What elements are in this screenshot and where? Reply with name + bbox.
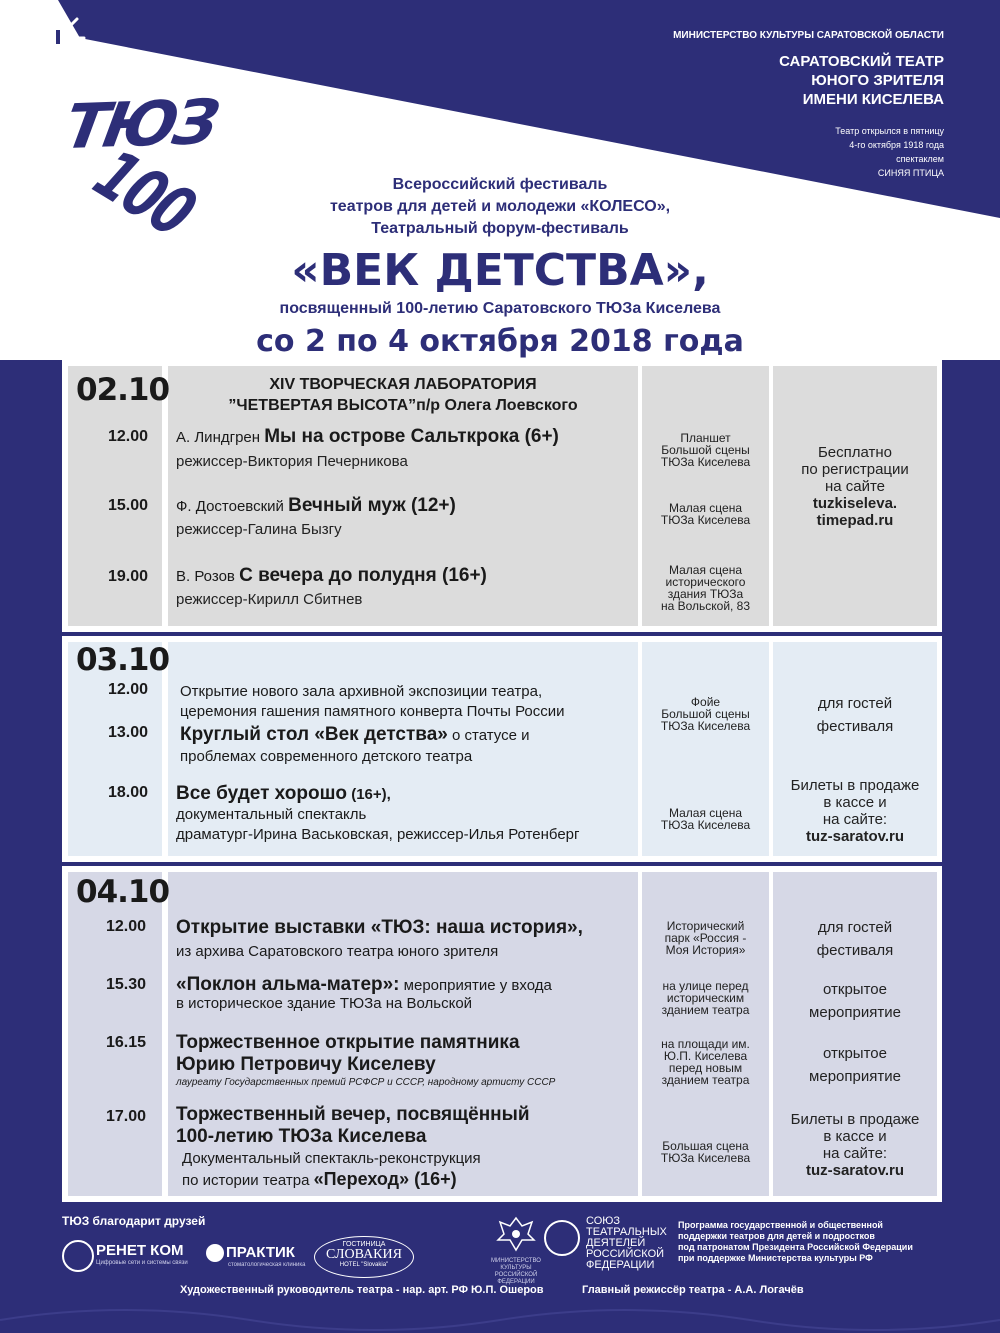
sponsor-3-name: СЛОВАКИЯ bbox=[326, 1247, 402, 1262]
union-icon bbox=[544, 1220, 580, 1256]
festival-dates: со 2 по 4 октября 2018 года bbox=[256, 324, 744, 359]
note-line: мероприятие bbox=[809, 1004, 901, 1021]
day-1-time-3: 19.00 bbox=[107, 568, 148, 585]
theatre-line-1: САРАТОВСКИЙ ТЕАТР bbox=[779, 53, 944, 70]
festival-subtitle bbox=[0, 174, 1000, 240]
sponsor-3-top: ГОСТИНИЦА bbox=[342, 1241, 386, 1248]
venue-line: Малая сцена bbox=[668, 806, 743, 820]
venue-line: ТЮЗа Киселева bbox=[660, 719, 751, 733]
venue-line: парк «Россия - bbox=[664, 931, 747, 945]
venue-line: зданием театра bbox=[661, 1073, 750, 1087]
venue-line: ТЮЗа Киселева bbox=[660, 455, 751, 469]
note-line: на сайте: bbox=[822, 1145, 888, 1162]
day-1-venue-3 bbox=[642, 564, 769, 612]
day-2-time-1: 12.00 bbox=[107, 681, 148, 698]
union-line: ДЕЯТЕЛЕЙ bbox=[586, 1237, 646, 1249]
sponsor-renet bbox=[62, 1240, 196, 1272]
event-line: лауреату Государственных премий РСФСР и СССР, народному артисту СССР bbox=[176, 1077, 556, 1088]
sun-emblem-icon bbox=[28, 8, 88, 68]
day-2-note-2 bbox=[773, 777, 937, 845]
event-title: Вечный муж (12+) bbox=[288, 495, 456, 516]
event-author: А. Линдгрен bbox=[176, 429, 261, 446]
venue-line: исторического bbox=[665, 575, 746, 589]
program-text bbox=[678, 1220, 934, 1264]
event-title: 100-летию ТЮЗа Киселева bbox=[176, 1126, 427, 1147]
venue-line: перед новым bbox=[668, 1061, 743, 1075]
note-line: timepad.ru bbox=[816, 512, 894, 529]
day-3-date: 04.10 bbox=[76, 874, 170, 910]
event-line: Открытие нового зала архивной экспозиции театра, bbox=[180, 683, 543, 700]
event-age: (16+), bbox=[347, 786, 391, 803]
day-3-note-4 bbox=[773, 1111, 937, 1179]
event-title: Мы на острове Сальткрока (6+) bbox=[264, 426, 559, 447]
event-title: Все будет хорошо bbox=[176, 783, 348, 804]
day-3-venue-1 bbox=[642, 920, 769, 956]
day-3-note-2 bbox=[773, 978, 937, 1024]
history-note-2: 4-го октября 1918 года bbox=[849, 140, 944, 150]
day-2-venue-1 bbox=[642, 696, 769, 732]
theatre-line-3: ИМЕНИ КИСЕЛЕВА bbox=[802, 91, 944, 108]
day-3-venue-3 bbox=[642, 1038, 769, 1086]
day-2-time-3: 18.00 bbox=[107, 784, 148, 801]
event-line: о статусе и bbox=[447, 727, 530, 744]
history-note-3: спектаклем bbox=[896, 154, 944, 164]
day-1-date: 02.10 bbox=[76, 372, 170, 408]
sponsor-2-name: ПРАКТИК bbox=[226, 1244, 295, 1261]
day-3-venue-4 bbox=[642, 1140, 769, 1164]
day-2-event-1 bbox=[180, 682, 565, 722]
program-line: при поддержке Министерства культуры РФ bbox=[678, 1253, 873, 1263]
day-3-event-4 bbox=[176, 1104, 530, 1191]
eagle-emblem-icon bbox=[490, 1214, 542, 1254]
praktik-icon bbox=[206, 1244, 224, 1262]
venue-line: Ю.П. Киселева bbox=[663, 1049, 748, 1063]
note-line: мероприятие bbox=[809, 1068, 901, 1085]
logo-tuz-text: ТЮЗ bbox=[51, 85, 228, 164]
day-1-event-3 bbox=[176, 567, 487, 586]
festival-line-1: Всероссийский фестиваль bbox=[392, 176, 608, 193]
note-line: на сайте: bbox=[822, 811, 888, 828]
footer-thanks: ТЮЗ благодарит друзей bbox=[62, 1214, 206, 1228]
note-line: открытое bbox=[823, 1045, 887, 1062]
venue-line: зданием театра bbox=[661, 1003, 750, 1017]
venue-line: на Вольской, 83 bbox=[660, 599, 751, 613]
note-line: на сайте bbox=[824, 478, 886, 495]
sponsor-praktik bbox=[206, 1242, 310, 1272]
event-title: С вечера до полудня (16+) bbox=[239, 565, 487, 586]
logo-100-text: 100 bbox=[75, 137, 213, 249]
history-note bbox=[835, 124, 944, 180]
program-line: под патронатом Президента Российской Федерации bbox=[678, 1242, 913, 1252]
note-line: Билеты в продаже bbox=[790, 1111, 920, 1128]
sponsor-1-sub: Цифровые сети и системы связи bbox=[96, 1260, 188, 1266]
venue-line: на площади им. bbox=[661, 1037, 750, 1051]
union-line: ТЕАТРАЛЬНЫХ bbox=[586, 1226, 667, 1238]
event-line: проблемах современного детского театра bbox=[180, 748, 473, 765]
union-line: РОССИЙСКОЙ bbox=[586, 1248, 665, 1260]
note-line: по регистрации bbox=[801, 461, 909, 478]
event-line: по истории театра bbox=[182, 1172, 314, 1189]
event-age: (16+) bbox=[409, 1169, 457, 1189]
union-name bbox=[586, 1216, 667, 1271]
note-line: tuz-saratov.ru bbox=[805, 1162, 905, 1179]
venue-line: на улице перед bbox=[662, 979, 749, 993]
day-3-event-3 bbox=[176, 1032, 555, 1089]
sponsor-1-name: РЕНЕТ КОМ bbox=[96, 1242, 184, 1259]
venue-line: Фойе bbox=[690, 695, 721, 709]
day-3-time-1: 12.00 bbox=[105, 918, 146, 935]
note-line: фестиваля bbox=[816, 942, 894, 959]
event-line: из архива Саратовского театра юного зрителя bbox=[176, 943, 499, 960]
day-3-event-2 bbox=[176, 976, 552, 1013]
event-title: Торжественный вечер, посвящённый bbox=[176, 1104, 530, 1125]
event-title: Юрию Петровичу Киселеву bbox=[176, 1054, 436, 1075]
union-line: ФЕДЕРАЦИИ bbox=[586, 1259, 655, 1271]
history-note-4: СИНЯЯ ПТИЦА bbox=[877, 168, 944, 178]
history-note-1: Театр открылся в пятницу bbox=[835, 126, 944, 136]
sponsor-2-sub: стоматологическая клиника bbox=[228, 1262, 306, 1268]
venue-line: Исторический bbox=[666, 919, 745, 933]
event-title: Открытие выставки «ТЮЗ: наша история», bbox=[176, 917, 583, 938]
sponsor-slovakia bbox=[314, 1236, 414, 1278]
festival-dedication: посвященный 100-летию Саратовского ТЮЗа Киселева bbox=[279, 300, 721, 317]
day-3-note-3 bbox=[773, 1042, 937, 1088]
note-line: в кассе и bbox=[823, 1128, 887, 1145]
note-line: Билеты в продаже bbox=[790, 777, 920, 794]
event-line: мероприятие у входа bbox=[399, 977, 552, 994]
venue-line: историческим bbox=[666, 991, 745, 1005]
event-author: В. Розов bbox=[176, 568, 235, 585]
event-title: «Переход» bbox=[313, 1169, 410, 1189]
note-line: tuz-saratov.ru bbox=[805, 828, 905, 845]
art-director: Художественный руководитель театра - нар. арт. РФ Ю.П. Ошеров bbox=[180, 1284, 544, 1296]
footer-wave-decoration bbox=[0, 1290, 1000, 1333]
venue-line: Малая сцена bbox=[668, 501, 743, 515]
day-1-director-2: режиссер-Галина Бызгу bbox=[176, 521, 342, 538]
sponsor-3-sub: HOTEL "Slovakia" bbox=[339, 1262, 389, 1268]
day-1-panel bbox=[62, 360, 942, 632]
note-line: для гостей bbox=[817, 919, 893, 936]
ministry-rf bbox=[476, 1258, 556, 1286]
day-3-event-1 bbox=[176, 916, 583, 963]
day-3-note-1 bbox=[773, 916, 937, 962]
day-1-time-1: 12.00 bbox=[107, 428, 148, 445]
note-line: открытое bbox=[823, 981, 887, 998]
note-line: tuzkiseleva. bbox=[812, 495, 898, 512]
venue-line: Планшет bbox=[680, 431, 731, 445]
event-line: Документальный спектакль-реконструкция bbox=[182, 1150, 481, 1167]
note-line: для гостей bbox=[817, 695, 893, 712]
day-3-time-2: 15.30 bbox=[105, 976, 146, 993]
event-title: Круглый стол «Век детства» bbox=[180, 724, 448, 745]
ministry-rf-line: МИНИСТЕРСТВО КУЛЬТУРЫ bbox=[491, 1258, 541, 1271]
venue-line: ТЮЗа Киселева bbox=[660, 1151, 751, 1165]
chief-director: Главный режиссёр театра - А.А. Логачёв bbox=[582, 1284, 804, 1296]
day-3-panel bbox=[62, 866, 942, 1202]
event-title: Торжественное открытие памятника bbox=[176, 1032, 520, 1053]
note-line: Бесплатно bbox=[817, 444, 893, 461]
day-1-time-2: 15.00 bbox=[107, 497, 148, 514]
day-1-lab-title bbox=[168, 374, 638, 416]
day-3-time-3: 16.15 bbox=[105, 1034, 146, 1051]
theatre-name bbox=[779, 52, 944, 109]
ministry-rf-line: РОССИЙСКОЙ ФЕДЕРАЦИИ bbox=[494, 1272, 538, 1285]
venue-line: ТЮЗа Киселева bbox=[660, 818, 751, 832]
day-2-venue-2 bbox=[642, 807, 769, 831]
day-1-venue-1 bbox=[642, 432, 769, 468]
day-2-event-2 bbox=[180, 724, 529, 767]
event-line: драматург-Ирина Васьковская, режиссер-Илья Ротенберг bbox=[176, 826, 580, 843]
venue-line: Большой сцены bbox=[661, 707, 750, 721]
day-2-date: 03.10 bbox=[76, 642, 170, 678]
festival-line-2: театров для детей и молодежи «КОЛЕСО», bbox=[329, 198, 671, 215]
day-2-event-3 bbox=[176, 784, 579, 845]
union-line: СОЮЗ bbox=[586, 1215, 621, 1227]
event-author: Ф. Достоевский bbox=[176, 498, 284, 515]
renet-icon bbox=[62, 1240, 94, 1272]
event-line: в историческое здание ТЮЗа на Вольской bbox=[176, 995, 473, 1012]
note-line: в кассе и bbox=[823, 794, 887, 811]
festival-title: «ВЕК ДЕТСТВА», bbox=[291, 245, 709, 296]
venue-line: ТЮЗа Киселева bbox=[660, 513, 751, 527]
program-line: поддержки театров для детей и подростков bbox=[678, 1231, 875, 1241]
venue-line: здания ТЮЗа bbox=[667, 587, 744, 601]
event-line: документальный спектакль bbox=[176, 806, 367, 823]
event-title: «Поклон альма-матер»: bbox=[176, 974, 400, 995]
day-2-time-2: 13.00 bbox=[107, 724, 148, 741]
day-3-time-4: 17.00 bbox=[105, 1108, 146, 1125]
venue-line: Большая сцена bbox=[662, 1139, 749, 1153]
day-1-director-1: режиссер-Виктория Печерникова bbox=[176, 453, 408, 470]
day-2-panel bbox=[62, 636, 942, 862]
theatre-line-2: ЮНОГО ЗРИТЕЛЯ bbox=[811, 72, 944, 89]
day-3-venue-2 bbox=[642, 980, 769, 1016]
venue-line: Большой сцены bbox=[661, 443, 750, 457]
venue-line: Малая сцена bbox=[668, 563, 743, 577]
day-1-director-3: режиссер-Кирилл Сбитнев bbox=[176, 591, 363, 608]
lab-line-1: XIV ТВОРЧЕСКАЯ ЛАБОРАТОРИЯ bbox=[269, 376, 537, 393]
note-line: фестиваля bbox=[816, 718, 894, 735]
day-1-event-1 bbox=[176, 428, 559, 447]
venue-line: Моя История» bbox=[665, 943, 746, 957]
day-1-note bbox=[773, 444, 937, 529]
program-line: Программа государственной и общественной bbox=[678, 1220, 883, 1230]
day-1-venue-2 bbox=[642, 502, 769, 526]
event-line: церемония гашения памятного конверта Почты России bbox=[180, 703, 565, 720]
lab-line-2: ”ЧЕТВЕРТАЯ ВЫСОТА”п/р Олега Лоевского bbox=[228, 397, 578, 414]
festival-line-3: Театральный форум-фестиваль bbox=[371, 220, 629, 237]
ministry-label: МИНИСТЕРСТВО КУЛЬТУРЫ САРАТОВСКОЙ ОБЛАСТИ bbox=[673, 30, 944, 41]
day-2-note-1 bbox=[773, 692, 937, 738]
day-1-event-2 bbox=[176, 497, 456, 516]
